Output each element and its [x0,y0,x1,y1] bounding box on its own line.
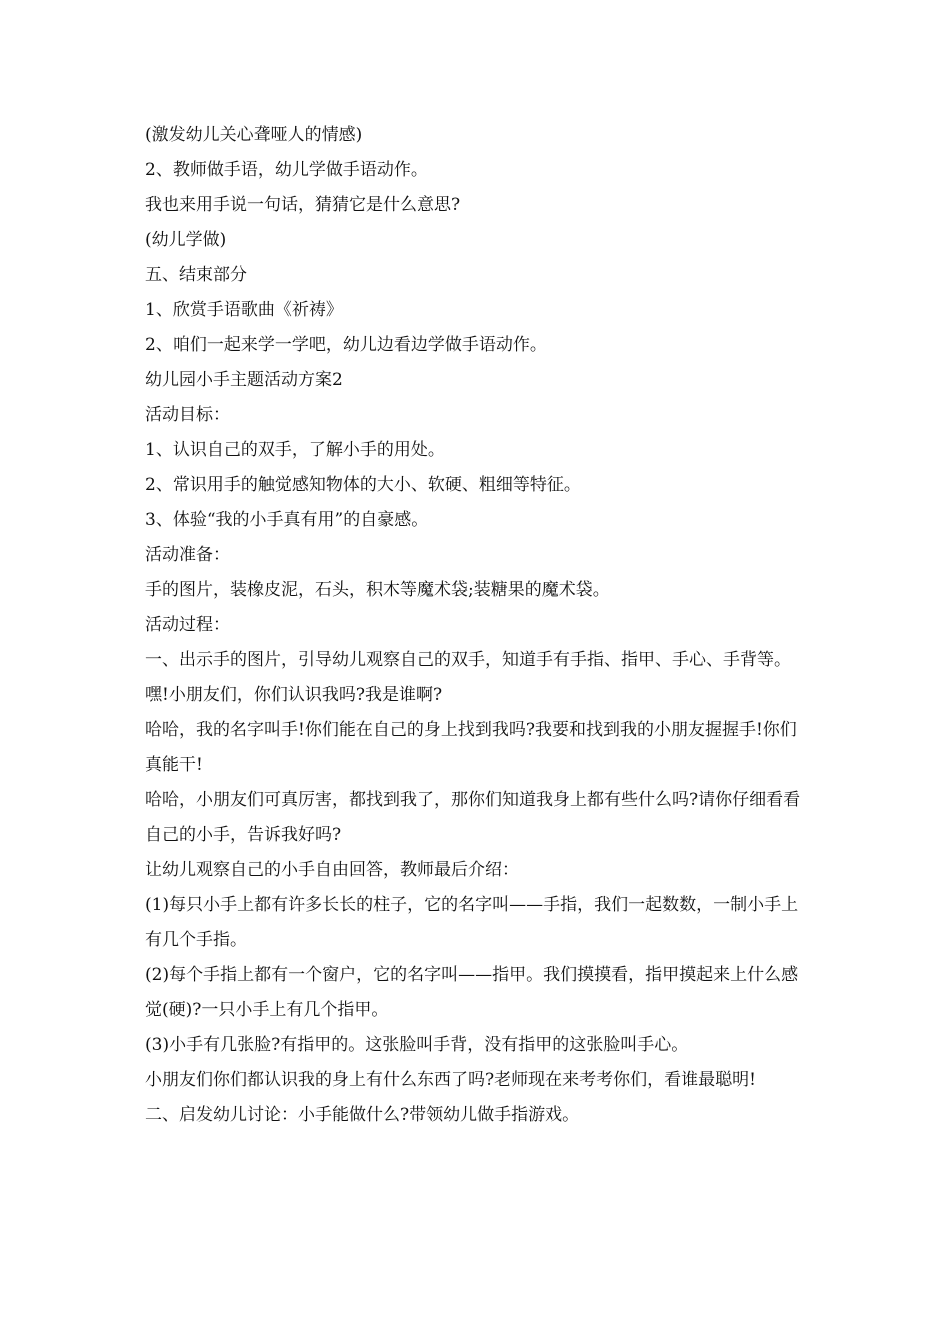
paragraph: 一、出示手的图片，引导幼儿观察自己的双手，知道手有手指、指甲、手心、手背等。 [145,650,791,670]
paragraph: 1、欣赏手语歌曲《祈祷》 [145,300,343,320]
paragraph: 嘿!小朋友们，你们认识我吗?我是谁啊? [145,685,443,705]
paragraph: (激发幼儿关心聋哑人的情感) [145,125,363,145]
paragraph: 让幼儿观察自己的小手自由回答，教师最后介绍： [145,860,519,880]
paragraph: 1、认识自己的双手，了解小手的用处。 [145,440,445,460]
document-title: 幼儿园小手主题活动方案2 [145,370,343,390]
paragraph: (幼儿学做) [145,230,227,250]
section-heading: 五、结束部分 [145,265,247,285]
paragraph: 哈哈，我的名字叫手!你们能在自己的身上找到我吗?我要和找到我的小朋友握握手!你们真能干! [145,720,797,775]
paragraph: 手的图片，装橡皮泥，石头，积木等魔术袋;装糖果的魔术袋。 [145,580,610,600]
section-heading: 活动准备： [145,545,230,565]
paragraph: 2、教师做手语，幼儿学做手语动作。 [145,160,428,180]
paragraph: 2、常识用手的触觉感知物体的大小、软硬、粗细等特征。 [145,475,581,495]
paragraph: 二、启发幼儿讨论：小手能做什么?带领幼儿做手指游戏。 [145,1105,580,1125]
paragraph: (1)每只小手上都有许多长长的柱子，它的名字叫——手指，我们一起数数，一制小手上有几个手指。 [145,895,799,950]
paragraph: 3、体验“我的小手真有用”的自豪感。 [145,510,429,530]
paragraph: 我也来用手说一句话，猜猜它是什么意思? [145,195,461,215]
document-body [145,118,810,1133]
section-heading: 活动目标： [145,405,230,425]
paragraph: 2、咱们一起来学一学吧，幼儿边看边学做手语动作。 [145,335,547,355]
paragraph: 小朋友们你们都认识我的身上有什么东西了吗?老师现在来考考你们，看谁最聪明! [145,1070,756,1090]
section-heading: 活动过程： [145,615,230,635]
paragraph: (2)每个手指上都有一个窗户，它的名字叫——指甲。我们摸摸看，指甲摸起来上什么感觉(硬)?一只小手上有几个指甲。 [145,965,799,1020]
paragraph: 哈哈，小朋友们可真厉害，都找到我了，那你们知道我身上都有些什么吗?请你仔细看看自己的小手，告诉我好吗? [145,790,801,845]
paragraph: (3)小手有几张脸?有指甲的。这张脸叫手背，没有指甲的这张脸叫手心。 [145,1035,689,1055]
